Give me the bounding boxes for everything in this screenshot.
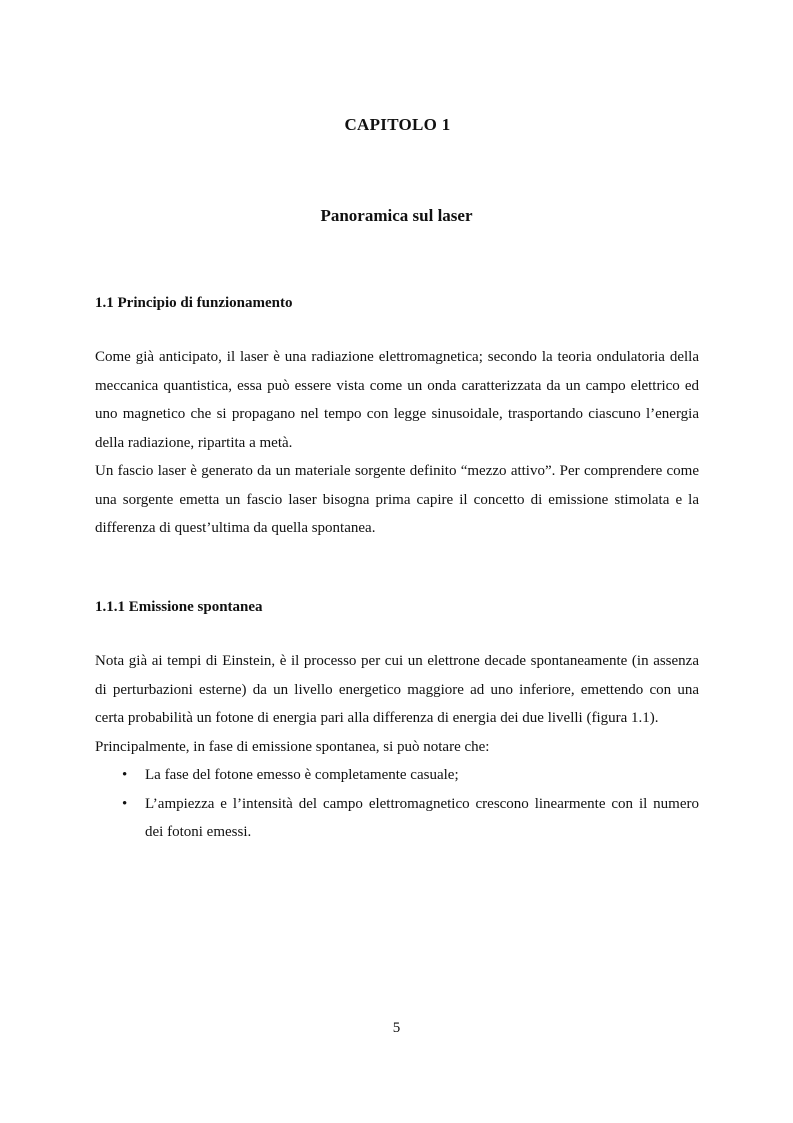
bullet-icon: • — [122, 795, 128, 812]
section-heading-1-1: 1.1 Principio di funzionamento — [95, 295, 293, 311]
section-1-1-1-paragraph-2: Principalmente, in fase di emissione spontanea, si può notare che: — [95, 738, 490, 755]
bullet-text-2: L’ampiezza e l’intensità del campo elettromagnetico crescono linearmente con il numero dei fotoni emessi. — [145, 795, 699, 840]
bullet-item-2 — [95, 790, 699, 847]
section-1-1-paragraph-2: Un fascio laser è generato da un materiale sorgente definito “mezzo attivo”. Per comprendere come una sorgente emetta un fascio laser bisogna prima capire il concetto di emissione stimolata e la differenza di quest’ultima da quella spontanea. — [95, 463, 699, 536]
chapter-title: Panoramica sul laser — [320, 206, 473, 225]
bullet-icon: • — [122, 767, 128, 783]
section-1-1-1-paragraph-1: Nota già ai tempi di Einstein, è il processo per cui un elettrone decade spontaneamente (in assenza di perturbazioni esterne) da un livello energetico maggiore ad uno inferiore, emettendo con una certa probabilità un fotone di energia pari alla differenza di energia dei due livelli (figura 1.1). — [95, 653, 699, 726]
page-number: 5 — [392, 1020, 401, 1036]
section-heading-1-1-1: 1.1.1 Emissione spontanea — [95, 599, 263, 615]
bullet-list — [95, 761, 699, 847]
section-1-1-1-body — [95, 647, 699, 847]
bullet-text-1: La fase del fotone emesso è completamente casuale; — [145, 767, 459, 783]
chapter-label: CAPITOLO 1 — [344, 115, 451, 134]
section-1-1-paragraph-1: Come già anticipato, il laser è una radiazione elettromagnetica; secondo la teoria ondulatoria della meccanica quantistica, essa può essere vista come un onda caratterizzata da un campo elettrico ed uno magnetico che si propagano nel tempo con legge sinusoidale, trasportando ciascuno l’energia della radiazione, ripartita a metà. — [95, 349, 699, 451]
section-1-1-body — [95, 343, 699, 543]
bullet-item-1 — [95, 761, 699, 790]
